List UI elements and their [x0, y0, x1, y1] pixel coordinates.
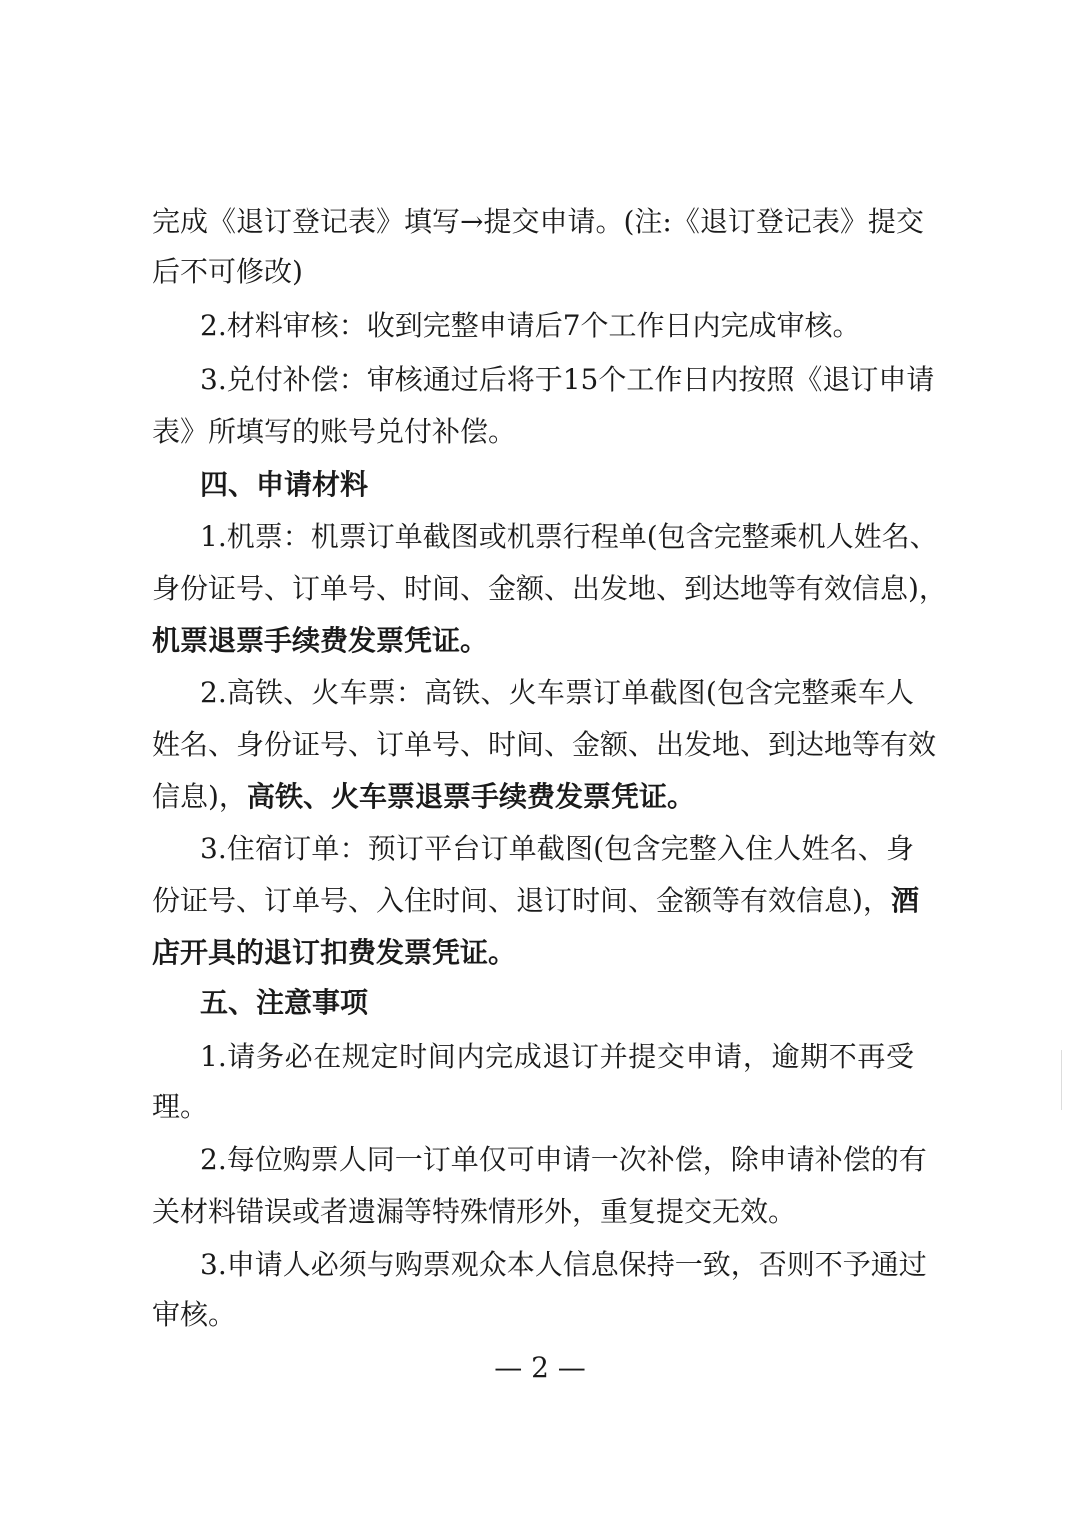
body-text: 3.兑付补偿：审核通过后将于15个工作日内按照《退订申请 [200, 363, 935, 396]
text-line [200, 1245, 927, 1285]
body-text: 后不可修改) [152, 255, 303, 288]
body-text: 2.材料审核：收到完整申请后7个工作日内完成审核。 [200, 309, 861, 342]
text-line [152, 933, 914, 973]
bold-text: 店开具的退订扣费发票凭证。 [152, 936, 517, 969]
bold-text: 高铁、火车票退票手续费发票凭证。 [246, 780, 695, 813]
bold-text: 机票退票手续费发票凭证。 [152, 624, 489, 657]
text-line [152, 1192, 914, 1232]
text-line [200, 1140, 927, 1180]
body-text: 理。 [152, 1090, 209, 1123]
text-line [200, 1037, 914, 1077]
text-line [200, 465, 914, 505]
body-text: 完成《退订登记表》填写→提交申请。(注:《退订登记表》提交 [152, 205, 924, 238]
body-text: 2.每位购票人同一订单仅可申请一次补偿，除申请补偿的有 [200, 1143, 927, 1176]
body-text: 3.住宿订单：预订平台订单截图(包含完整入住人姓名、身 [200, 832, 914, 865]
text-line [152, 202, 924, 242]
text-line [200, 517, 938, 557]
text-line [200, 360, 935, 400]
body-text: 身份证号、订单号、时间、金额、出发地、到达地等有效信息)， [152, 572, 947, 605]
body-text: 姓名、身份证号、订单号、时间、金额、出发地、到达地等有效 [152, 728, 937, 761]
body-text: 1.请务必在规定时间内完成退订并提交申请，逾期不再受 [200, 1040, 914, 1073]
text-line [200, 306, 914, 346]
text-line [152, 1295, 914, 1335]
text-line [152, 412, 914, 452]
scan-edge-mark [1061, 1050, 1062, 1110]
body-text: 2.高铁、火车票：高铁、火车票订单截图(包含完整乘车人 [200, 676, 914, 709]
body-text: 表》所填写的账号兑付补偿。 [152, 415, 517, 448]
bold-text: 五、注意事项 [200, 986, 369, 1019]
body-text: 1.机票：机票订单截图或机票行程单(包含完整乘机人姓名、 [200, 520, 938, 553]
page-number: — 2 — [494, 1351, 586, 1384]
text-line [200, 829, 914, 869]
text-line [152, 569, 947, 609]
text-line [152, 621, 914, 661]
text-line [152, 777, 914, 817]
text-line [152, 252, 914, 292]
body-text: 关材料错误或者遗漏等特殊情形外，重复提交无效。 [152, 1195, 797, 1228]
body-text: 份证号、订单号、入住时间、退订时间、金额等有效信息)， [152, 884, 891, 917]
text-line [152, 1087, 914, 1127]
text-line [200, 983, 914, 1023]
text-line [200, 673, 914, 713]
bold-text: 酒 [890, 884, 919, 917]
body-text: 3.申请人必须与购票观众本人信息保持一致，否则不予通过 [200, 1248, 927, 1281]
body-text: 信息)， [152, 780, 247, 813]
bold-text: 四、申请材料 [200, 468, 369, 501]
text-line [152, 725, 937, 765]
text-line [152, 881, 919, 921]
body-text: 审核。 [152, 1298, 237, 1331]
